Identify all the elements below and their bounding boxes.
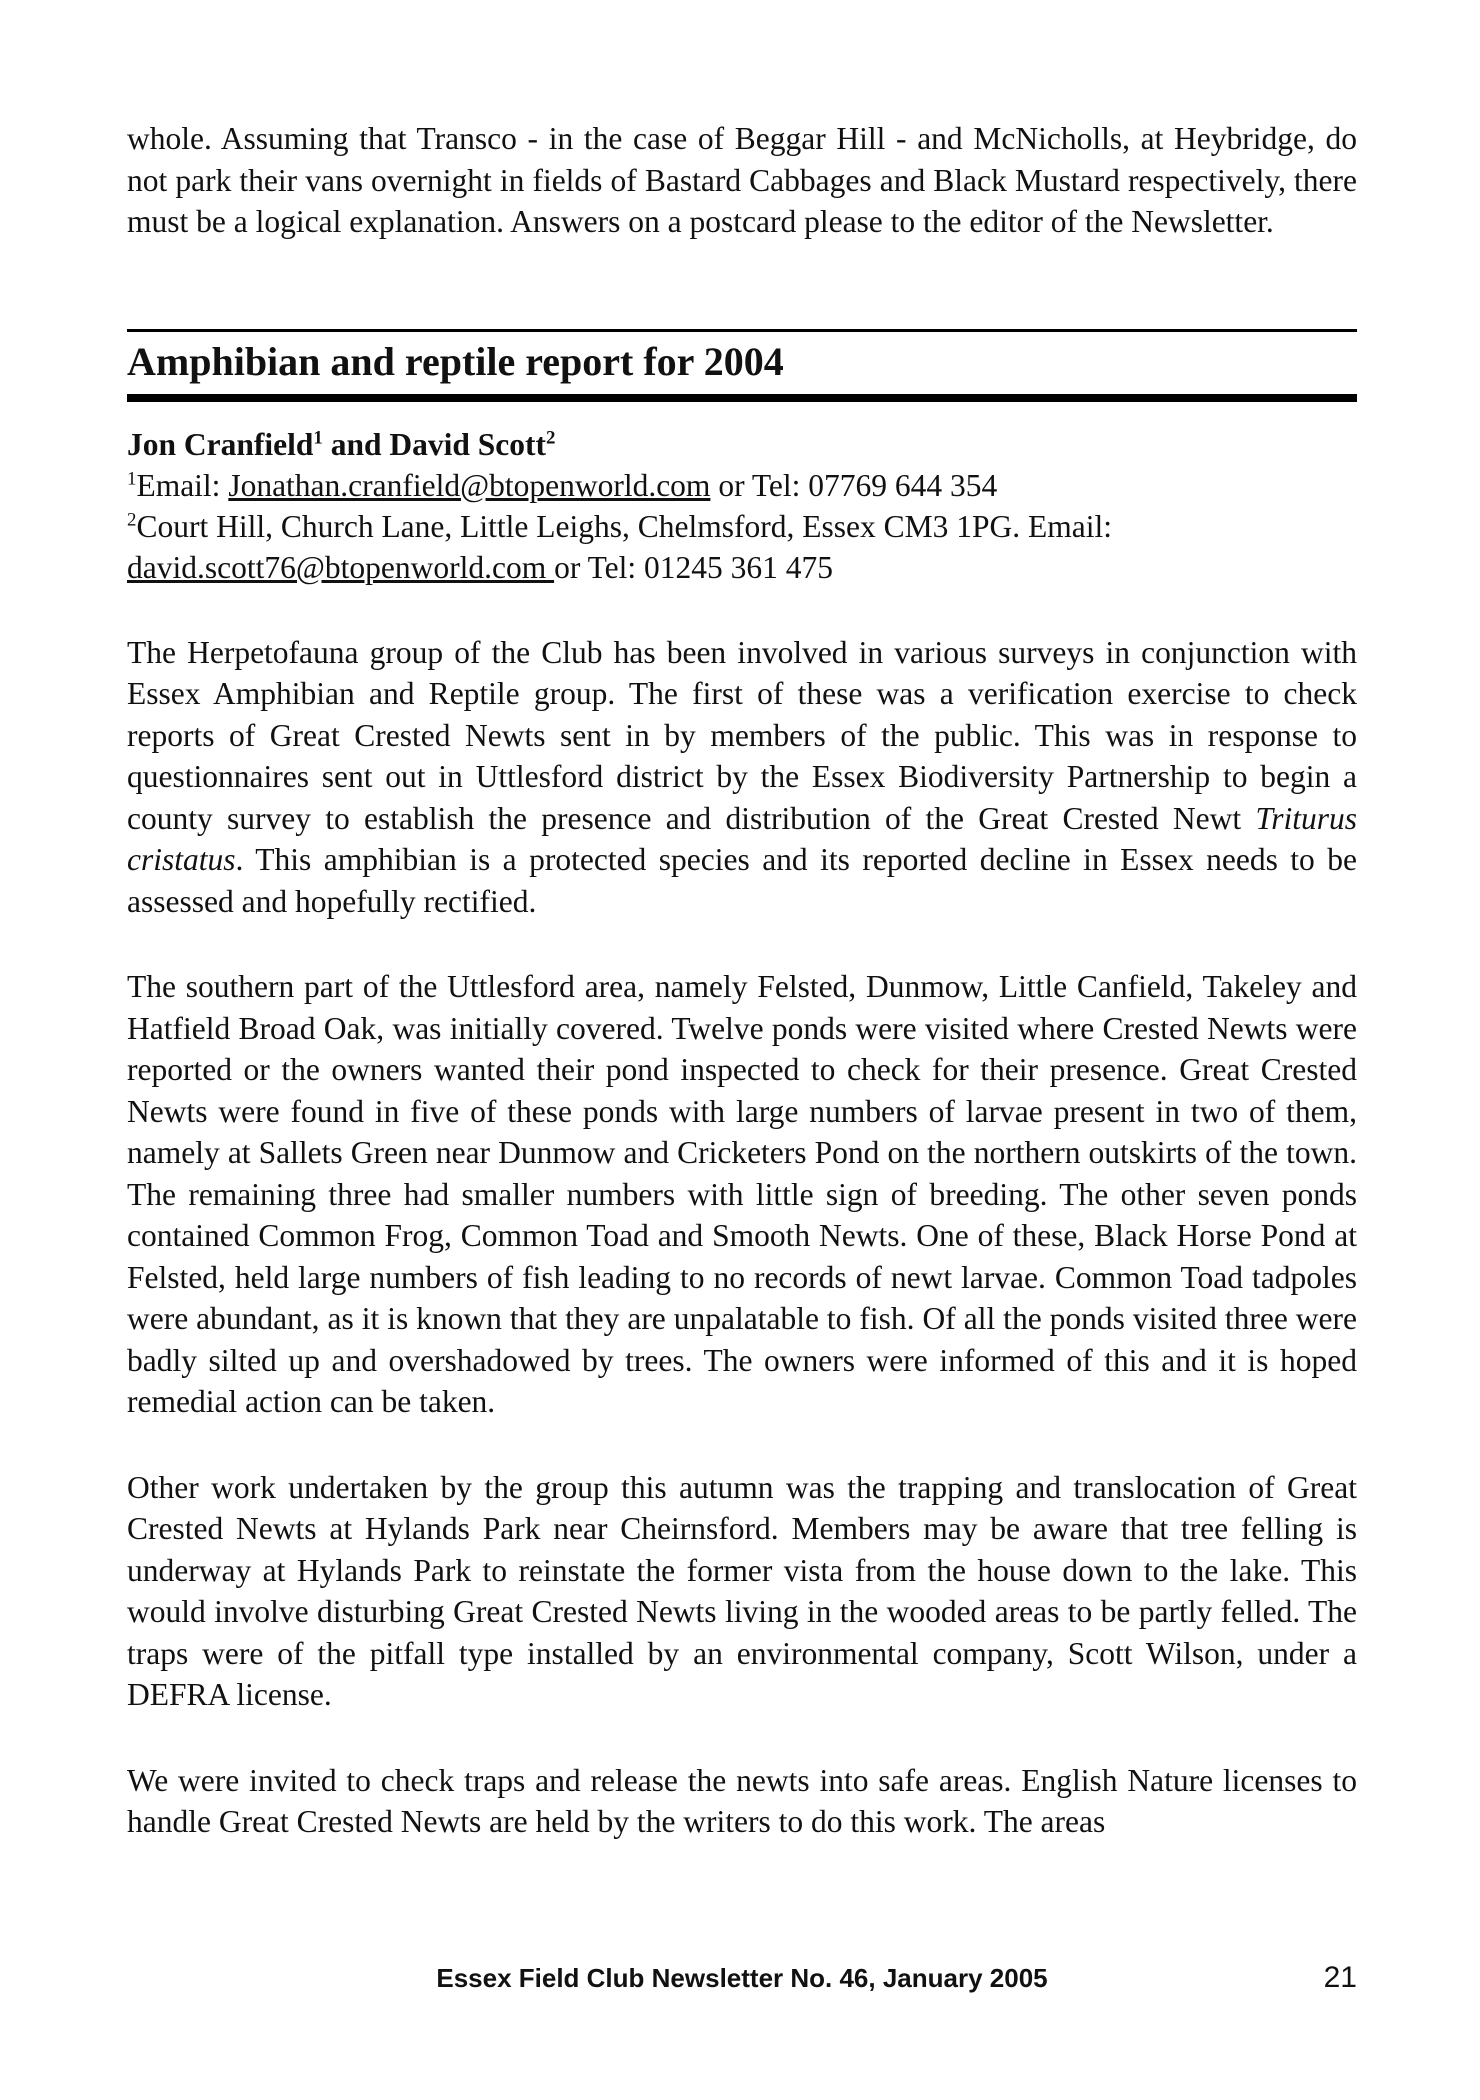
authors-conjunction: and <box>322 426 390 462</box>
page-number: 21 <box>1323 1961 1357 1994</box>
author-name: Jon Cranfield <box>127 426 314 462</box>
body-paragraph: We were invited to check traps and release the newts into safe areas. English Nature licenses to handle Great Crested Newts are held by the writers to do this work. The areas <box>127 1762 1357 1839</box>
email-link[interactable]: david.scott76@btopenworld.com <box>127 549 555 585</box>
paragraph-spacer <box>127 1716 1357 1760</box>
paragraph-spacer <box>127 588 1357 632</box>
species-name: Triturus cristatus <box>127 800 1357 877</box>
author-marker: 2 <box>546 427 556 448</box>
contact-address: Court Hill, Church Lane, Little Leighs, Chelmsford, Essex CM3 1PG. Email: <box>136 508 1112 544</box>
contact-tel: or Tel: 01245 361 475 <box>554 549 834 585</box>
paragraph-text: The Herpetofauna group of the Club has been involved in various surveys in conjunction with Essex Amphibian and Reptile group. The first of these was a verification exercise to check reports of Great Crested Newts sent in by members of the public. This was in response to questionnaires sent out in Uttlesford district by the Essex Biodiversity Partnership to begin a county survey to establish the presence and distribution of the Great Crested Newt <box>127 634 1357 836</box>
contact-tel: or Tel: 07769 644 354 <box>710 467 998 503</box>
body-paragraph: The southern part of the Uttlesford area, namely Felsted, Dunmow, Little Canfield, Takeley and Hatfield Broad Oak, was initially covered. Twelve ponds were visited where Crested Newts were reported or the owners wanted their pond inspected to check for their presence. Great Crested Newts were found in five of these ponds with large numbers of larvae present in two of them, namely at Sallets Green near Dunmow and Cricketers Pond on the northern outskirts of the town. The remaining three had smaller numbers with little sign of breeding. The other seven ponds contained Common Frog, Common Toad and Smooth Newts. One of these, Black Horse Pond at Felsted, held large numbers of fish leading to no records of newt larvae. Common Toad tadpoles were abundant, as it is known that they are unpalatable to fish. Of all the ponds visited three were badly silted up and overshadowed by trees. The owners were informed of this and it is hoped remedial action can be taken. <box>127 969 1357 1419</box>
contact-line-2 <box>127 506 1357 588</box>
body-paragraph <box>127 632 1357 923</box>
contact-label: Email: <box>136 467 229 503</box>
article-title: Amphibian and reptile report for 2004 <box>127 338 784 384</box>
paragraph-spacer <box>127 922 1357 966</box>
contact-line-1 <box>127 465 1357 506</box>
page-footer <box>127 1960 1357 2000</box>
heading-bottom-rule <box>127 394 1357 402</box>
page-content <box>127 118 1357 1843</box>
contact-marker: 1 <box>127 468 137 489</box>
email-link[interactable]: Jonathan.cranfield@btopenworld.com <box>228 467 711 503</box>
footer-title: Essex Field Club Newsletter No. 46, January 2005 <box>436 1963 1048 1993</box>
author-marker: 1 <box>313 427 323 448</box>
paragraph-spacer <box>127 1423 1357 1467</box>
contact-marker: 2 <box>127 509 137 530</box>
intro-paragraph: whole. Assuming that Transco - in the case of Beggar Hill - and McNicholls, at Heybridge, do not park their vans overnight in fields of Bastard Cabbages and Black Mustard respectively, there must be a logical explanation. Answers on a postcard please to the editor of the Newsletter. <box>127 121 1357 239</box>
body-paragraph: Other work undertaken by the group this autumn was the trapping and translocation of Great Crested Newts at Hylands Park near Cheirnsford. Members may be aware that tree felling is underway at Hylands Park to reinstate the former vista from the house down to the lake. This would involve disturbing Great Crested Newts living in the wooded areas to be partly felled. The traps were of the pitfall type installed by an environmental company, Scott Wilson, under a DEFRA license. <box>127 1469 1357 1712</box>
paragraph-text: . This amphibian is a protected species and its reported decline in Essex needs to be assessed and hopefully rectified. <box>127 842 1357 919</box>
author-name: David Scott <box>389 426 547 462</box>
article-authors <box>127 424 1357 465</box>
